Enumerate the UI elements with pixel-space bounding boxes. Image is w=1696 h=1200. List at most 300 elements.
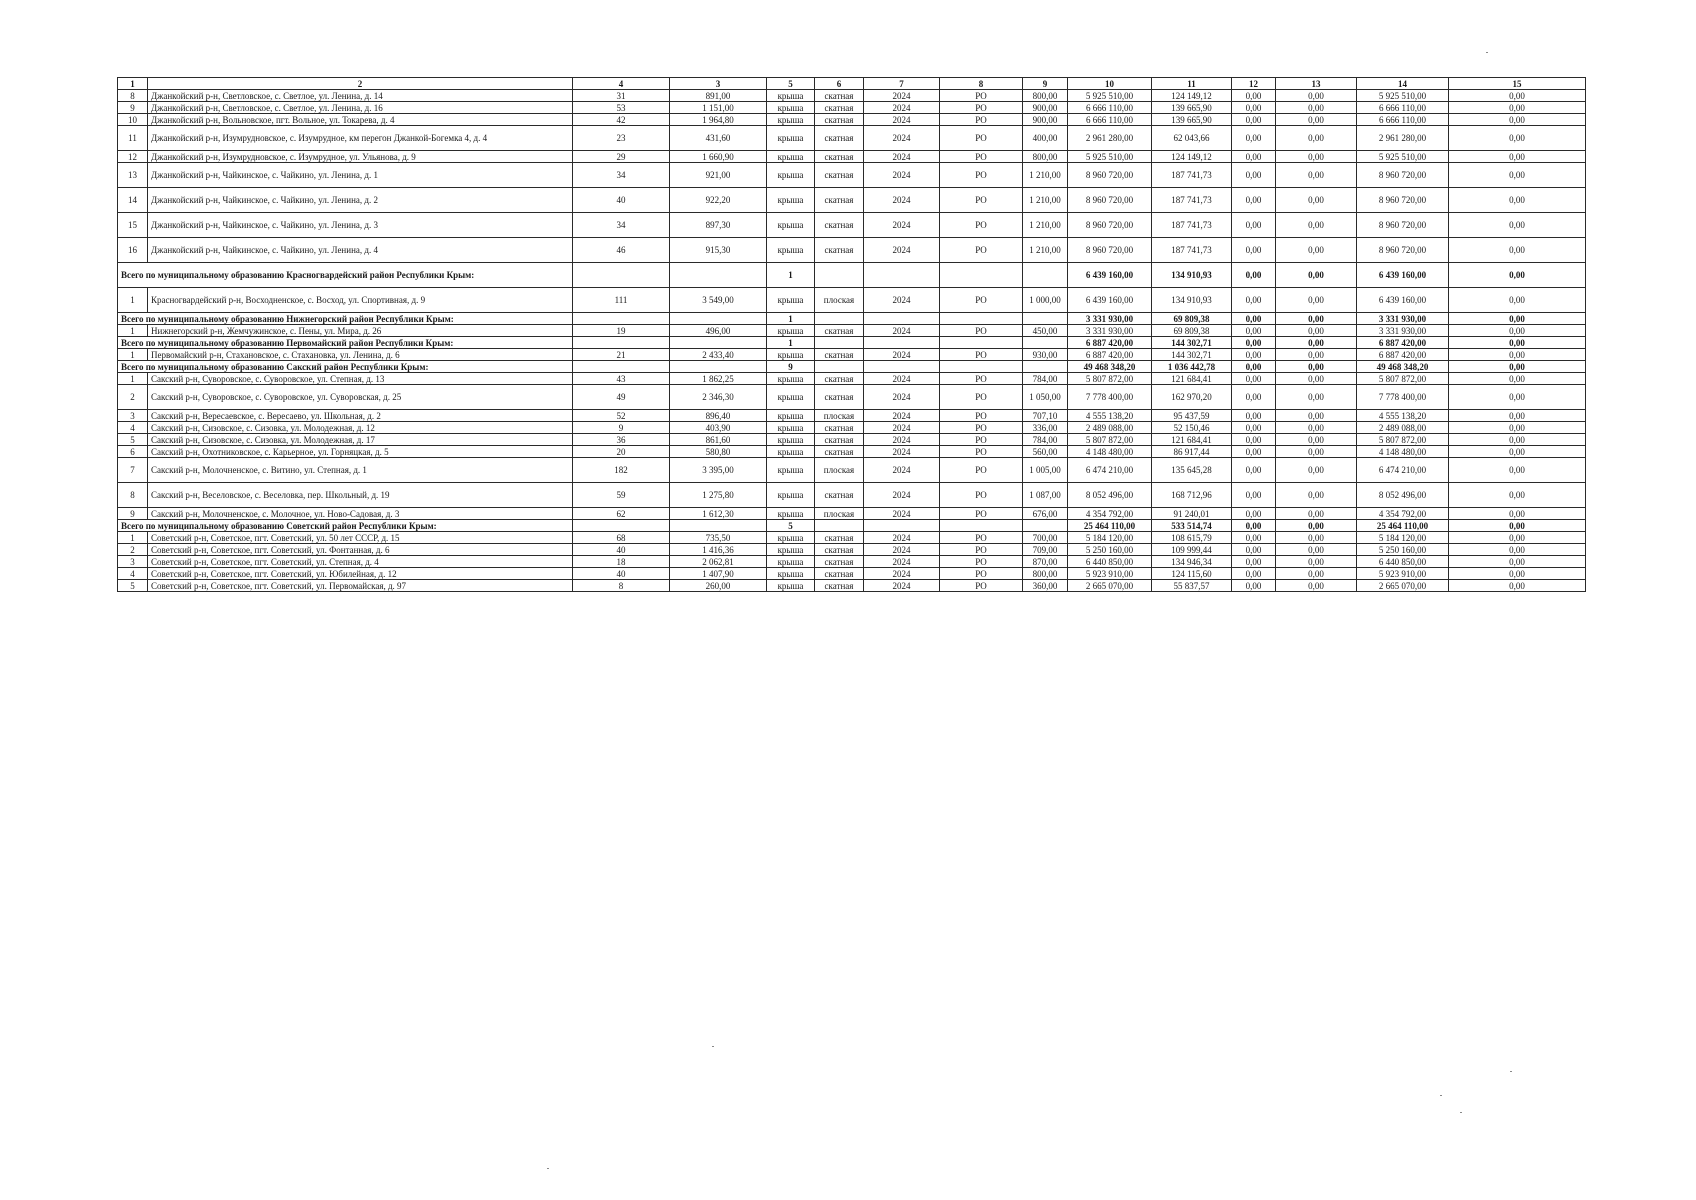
table-cell: 11	[118, 126, 148, 151]
address-cell: Джанкойский р-н, Чайкинское, с. Чайкино, ул. Ленина, д. 1	[148, 163, 573, 188]
table-cell: 2 433,40	[670, 349, 767, 361]
table-cell: 2024	[864, 483, 940, 508]
table-cell: 31	[573, 90, 670, 102]
table-cell: 86 917,44	[1152, 446, 1232, 458]
subtotal-value: 6 439 160,00	[1068, 263, 1152, 288]
table-cell: 2	[118, 385, 148, 410]
subtotal-empty	[940, 520, 1023, 532]
subtotal-value: 6 887 420,00	[1357, 337, 1449, 349]
subtotal-empty	[1023, 337, 1068, 349]
table-cell: 2024	[864, 410, 940, 422]
table-cell: скатная	[815, 325, 864, 337]
table-cell: 8 960 720,00	[1068, 238, 1152, 263]
table-cell: крыша	[767, 568, 815, 580]
table-cell: РО	[940, 556, 1023, 568]
table-cell: 0,00	[1449, 508, 1586, 520]
table-cell: 5 250 160,00	[1357, 544, 1449, 556]
table-cell: 1 000,00	[1023, 288, 1068, 313]
table-cell: 68	[573, 532, 670, 544]
table-cell: 1 210,00	[1023, 213, 1068, 238]
table-cell: 168 712,96	[1152, 483, 1232, 508]
table-cell: 5 923 910,00	[1357, 568, 1449, 580]
table-cell: 124 115,60	[1152, 568, 1232, 580]
table-cell: крыша	[767, 385, 815, 410]
table-cell: 0,00	[1449, 385, 1586, 410]
table-cell: 8 960 720,00	[1357, 188, 1449, 213]
subtotal-value: 533 514,74	[1152, 520, 1232, 532]
subtotal-empty	[940, 361, 1023, 373]
table-cell: 5 923 910,00	[1068, 568, 1152, 580]
table-cell: 1 087,00	[1023, 483, 1068, 508]
table-cell: РО	[940, 385, 1023, 410]
table-cell: 2024	[864, 532, 940, 544]
subtotal-empty	[573, 313, 670, 325]
subtotal-value: 0,00	[1232, 337, 1276, 349]
table-cell: скатная	[815, 114, 864, 126]
table-cell: 0,00	[1232, 349, 1276, 361]
subtotal-empty	[573, 337, 670, 349]
table-cell: 1 210,00	[1023, 238, 1068, 263]
table-cell: 0,00	[1276, 188, 1357, 213]
subtotal-value: 3 331 930,00	[1357, 313, 1449, 325]
table-cell: 0,00	[1276, 163, 1357, 188]
table-cell: 0,00	[1276, 422, 1357, 434]
table-cell: 53	[573, 102, 670, 114]
table-cell: 2024	[864, 556, 940, 568]
column-number: 10	[1068, 78, 1152, 90]
subtotal-empty	[573, 263, 670, 288]
column-number: 14	[1357, 78, 1449, 90]
table-cell: 121 684,41	[1152, 373, 1232, 385]
table-cell: 2024	[864, 114, 940, 126]
table-cell: 2024	[864, 580, 940, 592]
address-cell: Джанкойский р-н, Изумрудновское, с. Изумрудное, ул. Ульянова, д. 9	[148, 151, 573, 163]
table-cell: скатная	[815, 580, 864, 592]
table-cell: 8 960 720,00	[1068, 188, 1152, 213]
table-cell: 900,00	[1023, 102, 1068, 114]
subtotal-empty	[1023, 520, 1068, 532]
table-cell: 0,00	[1232, 483, 1276, 508]
table-cell: 124 149,12	[1152, 151, 1232, 163]
column-number: 1	[118, 78, 148, 90]
subtotal-label: Всего по муниципальному образованию Красногвардейский район Республики Крым:	[118, 263, 573, 288]
table-cell: 13	[118, 163, 148, 188]
table-cell: 0,00	[1232, 238, 1276, 263]
subtotal-empty	[670, 520, 767, 532]
table-cell: 1 612,30	[670, 508, 767, 520]
column-number: 13	[1276, 78, 1357, 90]
table-cell: 676,00	[1023, 508, 1068, 520]
document-sheet	[117, 77, 1585, 592]
table-cell: 4	[118, 568, 148, 580]
table-cell: 0,00	[1449, 163, 1586, 188]
table-cell: 800,00	[1023, 151, 1068, 163]
table-cell: 0,00	[1276, 102, 1357, 114]
table-cell: РО	[940, 126, 1023, 151]
address-cell: Советский р-н, Советское, пгт. Советский, ул. Степная, д. 4	[148, 556, 573, 568]
table-cell: 0,00	[1449, 213, 1586, 238]
table-cell: 8	[118, 90, 148, 102]
table-cell: 8 052 496,00	[1357, 483, 1449, 508]
column-number: 11	[1152, 78, 1232, 90]
subtotal-value: 0,00	[1449, 337, 1586, 349]
table-body	[118, 78, 1586, 592]
table-cell: 8 960 720,00	[1357, 163, 1449, 188]
table-cell: РО	[940, 410, 1023, 422]
table-cell: 0,00	[1232, 544, 1276, 556]
subtotal-empty	[1023, 313, 1068, 325]
address-cell: Джанкойский р-н, Чайкинское, с. Чайкино, ул. Ленина, д. 3	[148, 213, 573, 238]
table-cell: 2024	[864, 544, 940, 556]
subtotal-empty	[815, 361, 864, 373]
table-cell: 29	[573, 151, 670, 163]
table-cell: РО	[940, 422, 1023, 434]
scan-speck	[1440, 1095, 1442, 1096]
table-cell: 8 052 496,00	[1068, 483, 1152, 508]
address-cell: Сакский р-н, Сизовское, с. Сизовка, ул. Молодежная, д. 17	[148, 434, 573, 446]
address-cell: Сакский р-н, Веселовское, с. Веселовка, пер. Школьный, д. 19	[148, 483, 573, 508]
table-cell: скатная	[815, 446, 864, 458]
scan-speck	[712, 1046, 714, 1047]
subtotal-count: 9	[767, 361, 815, 373]
column-number: 6	[815, 78, 864, 90]
table-cell: крыша	[767, 544, 815, 556]
address-cell: Джанкойский р-н, Чайкинское, с. Чайкино, ул. Ленина, д. 2	[148, 188, 573, 213]
scan-speck	[1510, 1071, 1512, 1072]
table-cell: 0,00	[1276, 458, 1357, 483]
table-cell: 2024	[864, 422, 940, 434]
table-cell: 108 615,79	[1152, 532, 1232, 544]
table-cell: 0,00	[1232, 422, 1276, 434]
table-cell: РО	[940, 102, 1023, 114]
table-cell: 0,00	[1276, 373, 1357, 385]
table-cell: 2 489 088,00	[1357, 422, 1449, 434]
table-cell: 1 050,00	[1023, 385, 1068, 410]
table-cell: РО	[940, 151, 1023, 163]
table-cell: РО	[940, 213, 1023, 238]
table-cell: крыша	[767, 410, 815, 422]
table-cell: 0,00	[1232, 163, 1276, 188]
table-cell: 0,00	[1232, 188, 1276, 213]
table-cell: 14	[118, 188, 148, 213]
table-cell: скатная	[815, 238, 864, 263]
table-cell: 5 925 510,00	[1357, 151, 1449, 163]
table-cell: 5 184 120,00	[1068, 532, 1152, 544]
subtotal-value: 0,00	[1449, 263, 1586, 288]
table-cell: 5 925 510,00	[1068, 151, 1152, 163]
table-cell: крыша	[767, 373, 815, 385]
table-cell: 784,00	[1023, 373, 1068, 385]
table-cell: 0,00	[1232, 434, 1276, 446]
table-cell: 2024	[864, 508, 940, 520]
address-cell: Сакский р-н, Охотниковское, с. Карьерное, ул. Горняцкая, д. 5	[148, 446, 573, 458]
table-cell: 0,00	[1276, 434, 1357, 446]
address-cell: Сакский р-н, Молочненское, с. Молочное, ул. Ново-Садовая, д. 3	[148, 508, 573, 520]
table-cell: 0,00	[1449, 114, 1586, 126]
subtotal-count: 1	[767, 313, 815, 325]
table-cell: 0,00	[1232, 385, 1276, 410]
table-cell: 3 395,00	[670, 458, 767, 483]
table-cell: 891,00	[670, 90, 767, 102]
column-number: 9	[1023, 78, 1068, 90]
table-cell: 7	[118, 458, 148, 483]
address-cell: Первомайский р-н, Стахановское, с. Стахановка, ул. Ленина, д. 6	[148, 349, 573, 361]
table-row	[118, 458, 1586, 483]
table-cell: 0,00	[1232, 556, 1276, 568]
table-cell: 403,90	[670, 422, 767, 434]
table-cell: 6 440 850,00	[1068, 556, 1152, 568]
table-cell: 20	[573, 446, 670, 458]
subtotal-label: Всего по муниципальному образованию Сакский район Республики Крым:	[118, 361, 573, 373]
table-cell: 1	[118, 349, 148, 361]
subtotal-empty	[815, 263, 864, 288]
table-cell: 450,00	[1023, 325, 1068, 337]
table-cell: 2024	[864, 458, 940, 483]
column-number: 5	[767, 78, 815, 90]
table-cell: 2024	[864, 385, 940, 410]
table-cell: 15	[118, 213, 148, 238]
column-number: 15	[1449, 78, 1586, 90]
table-cell: 922,20	[670, 188, 767, 213]
table-cell: 0,00	[1276, 544, 1357, 556]
subtotal-value: 25 464 110,00	[1357, 520, 1449, 532]
table-cell: 0,00	[1232, 325, 1276, 337]
table-cell: 0,00	[1232, 90, 1276, 102]
subtotal-value: 49 468 348,20	[1357, 361, 1449, 373]
table-cell: 91 240,01	[1152, 508, 1232, 520]
table-cell: 2024	[864, 213, 940, 238]
table-cell: 0,00	[1449, 434, 1586, 446]
table-cell: 19	[573, 325, 670, 337]
address-cell: Сакский р-н, Молочненское, с. Витино, ул. Степная, д. 1	[148, 458, 573, 483]
table-cell: 1	[118, 325, 148, 337]
table-cell: 40	[573, 544, 670, 556]
table-cell: 0,00	[1232, 213, 1276, 238]
table-cell: 6 666 110,00	[1068, 114, 1152, 126]
table-cell: 0,00	[1449, 238, 1586, 263]
table-cell: 2024	[864, 90, 940, 102]
table-cell: крыша	[767, 188, 815, 213]
table-cell: 187 741,73	[1152, 163, 1232, 188]
table-cell: 0,00	[1276, 410, 1357, 422]
table-cell: скатная	[815, 349, 864, 361]
table-cell: 2 961 280,00	[1068, 126, 1152, 151]
table-cell: 3 331 930,00	[1068, 325, 1152, 337]
table-cell: скатная	[815, 483, 864, 508]
table-cell: 0,00	[1232, 126, 1276, 151]
table-cell: 6 887 420,00	[1068, 349, 1152, 361]
table-cell: 707,10	[1023, 410, 1068, 422]
subtotal-value: 6 439 160,00	[1357, 263, 1449, 288]
subtotal-count: 5	[767, 520, 815, 532]
address-cell: Джанкойский р-н, Светловское, с. Светлое, ул. Ленина, д. 14	[148, 90, 573, 102]
table-cell: 5 250 160,00	[1068, 544, 1152, 556]
subtotal-empty	[940, 263, 1023, 288]
table-row	[118, 410, 1586, 422]
table-row	[118, 385, 1586, 410]
roof-repair-table	[117, 77, 1586, 592]
table-cell: 0,00	[1276, 556, 1357, 568]
table-cell: 0,00	[1276, 349, 1357, 361]
table-cell: крыша	[767, 90, 815, 102]
table-cell: 0,00	[1449, 349, 1586, 361]
table-row	[118, 483, 1586, 508]
table-cell: 5 925 510,00	[1068, 90, 1152, 102]
table-cell: 2024	[864, 446, 940, 458]
table-cell: 0,00	[1276, 446, 1357, 458]
table-row	[118, 508, 1586, 520]
table-cell: 0,00	[1232, 446, 1276, 458]
table-cell: 2 665 070,00	[1357, 580, 1449, 592]
table-cell: 2024	[864, 188, 940, 213]
table-cell: крыша	[767, 483, 815, 508]
address-cell: Советский р-н, Советское, пгт. Советский, ул. 50 лет СССР, д. 15	[148, 532, 573, 544]
table-cell: 6 439 160,00	[1068, 288, 1152, 313]
table-cell: 5 184 120,00	[1357, 532, 1449, 544]
table-cell: 260,00	[670, 580, 767, 592]
table-cell: 6 440 850,00	[1357, 556, 1449, 568]
table-cell: скатная	[815, 188, 864, 213]
table-cell: 5	[118, 580, 148, 592]
table-cell: крыша	[767, 434, 815, 446]
table-cell: 6 666 110,00	[1357, 114, 1449, 126]
table-cell: 0,00	[1276, 288, 1357, 313]
subtotal-empty	[670, 313, 767, 325]
table-cell: 36	[573, 434, 670, 446]
table-cell: 0,00	[1449, 580, 1586, 592]
table-cell: РО	[940, 238, 1023, 263]
table-cell: крыша	[767, 126, 815, 151]
table-cell: крыша	[767, 580, 815, 592]
subtotal-value: 0,00	[1232, 361, 1276, 373]
subtotal-value: 0,00	[1232, 520, 1276, 532]
table-cell: 0,00	[1276, 580, 1357, 592]
subtotal-value: 0,00	[1276, 361, 1357, 373]
table-cell: РО	[940, 349, 1023, 361]
table-row	[118, 188, 1586, 213]
table-cell: 1 210,00	[1023, 188, 1068, 213]
table-cell: 43	[573, 373, 670, 385]
table-cell: 40	[573, 188, 670, 213]
subtotal-row	[118, 520, 1586, 532]
table-cell: крыша	[767, 288, 815, 313]
subtotal-empty	[670, 263, 767, 288]
subtotal-value: 49 468 348,20	[1068, 361, 1152, 373]
table-cell: плоская	[815, 410, 864, 422]
table-cell: крыша	[767, 114, 815, 126]
column-number: 8	[940, 78, 1023, 90]
table-cell: скатная	[815, 544, 864, 556]
subtotal-row	[118, 337, 1586, 349]
subtotal-empty	[940, 337, 1023, 349]
column-number-row	[118, 78, 1586, 90]
table-cell: 1 416,36	[670, 544, 767, 556]
table-cell: 400,00	[1023, 126, 1068, 151]
table-cell: 55 837,57	[1152, 580, 1232, 592]
subtotal-label: Всего по муниципальному образованию Первомайский район Республики Крым:	[118, 337, 573, 349]
table-cell: скатная	[815, 385, 864, 410]
table-cell: 4 354 792,00	[1357, 508, 1449, 520]
table-cell: 8	[118, 483, 148, 508]
table-cell: 2 346,30	[670, 385, 767, 410]
subtotal-empty	[670, 361, 767, 373]
column-number: 7	[864, 78, 940, 90]
table-cell: РО	[940, 188, 1023, 213]
table-cell: РО	[940, 325, 1023, 337]
table-cell: 709,00	[1023, 544, 1068, 556]
table-cell: 2024	[864, 126, 940, 151]
subtotal-empty	[864, 263, 940, 288]
table-cell: 2024	[864, 102, 940, 114]
table-cell: 8 960 720,00	[1068, 213, 1152, 238]
table-cell: 18	[573, 556, 670, 568]
table-cell: РО	[940, 373, 1023, 385]
table-cell: скатная	[815, 434, 864, 446]
table-cell: крыша	[767, 556, 815, 568]
table-cell: 0,00	[1449, 422, 1586, 434]
table-cell: скатная	[815, 151, 864, 163]
table-cell: 0,00	[1276, 114, 1357, 126]
table-cell: 9	[118, 102, 148, 114]
table-cell: 42	[573, 114, 670, 126]
table-cell: 0,00	[1449, 532, 1586, 544]
table-cell: 800,00	[1023, 90, 1068, 102]
table-cell: 7 778 400,00	[1357, 385, 1449, 410]
table-row	[118, 532, 1586, 544]
table-cell: 2 961 280,00	[1357, 126, 1449, 151]
table-cell: скатная	[815, 90, 864, 102]
table-cell: 0,00	[1276, 126, 1357, 151]
address-cell: Джанкойский р-н, Светловское, с. Светлое, ул. Ленина, д. 16	[148, 102, 573, 114]
table-cell: крыша	[767, 422, 815, 434]
subtotal-value: 0,00	[1232, 313, 1276, 325]
table-cell: крыша	[767, 508, 815, 520]
table-cell: 2024	[864, 349, 940, 361]
table-cell: РО	[940, 532, 1023, 544]
table-cell: 6 666 110,00	[1068, 102, 1152, 114]
table-cell: 5 925 510,00	[1357, 90, 1449, 102]
table-cell: 0,00	[1232, 114, 1276, 126]
address-cell: Сакский р-н, Суворовское, с. Суворовское, ул. Степная, д. 13	[148, 373, 573, 385]
table-cell: 6 887 420,00	[1357, 349, 1449, 361]
table-cell: 0,00	[1232, 102, 1276, 114]
table-cell: 62	[573, 508, 670, 520]
address-cell: Сакский р-н, Вересаевское, с. Вересаево, ул. Школьная, д. 2	[148, 410, 573, 422]
table-row	[118, 556, 1586, 568]
subtotal-empty	[670, 337, 767, 349]
table-cell: РО	[940, 508, 1023, 520]
table-cell: 3	[118, 410, 148, 422]
table-row	[118, 580, 1586, 592]
table-cell: 861,60	[670, 434, 767, 446]
table-cell: 0,00	[1449, 556, 1586, 568]
address-cell: Красногвардейский р-н, Восходненское, с. Восход, ул. Спортивная, д. 9	[148, 288, 573, 313]
table-cell: 1 151,00	[670, 102, 767, 114]
table-cell: 182	[573, 458, 670, 483]
table-row	[118, 126, 1586, 151]
table-cell: 2024	[864, 238, 940, 263]
table-cell: крыша	[767, 458, 815, 483]
table-row	[118, 325, 1586, 337]
table-cell: 21	[573, 349, 670, 361]
subtotal-label: Всего по муниципальному образованию Нижнегорский район Республики Крым:	[118, 313, 573, 325]
table-cell: 0,00	[1276, 213, 1357, 238]
subtotal-empty	[864, 361, 940, 373]
table-cell: 1 862,25	[670, 373, 767, 385]
table-row	[118, 151, 1586, 163]
table-cell: 6 474 210,00	[1357, 458, 1449, 483]
table-cell: 0,00	[1449, 126, 1586, 151]
